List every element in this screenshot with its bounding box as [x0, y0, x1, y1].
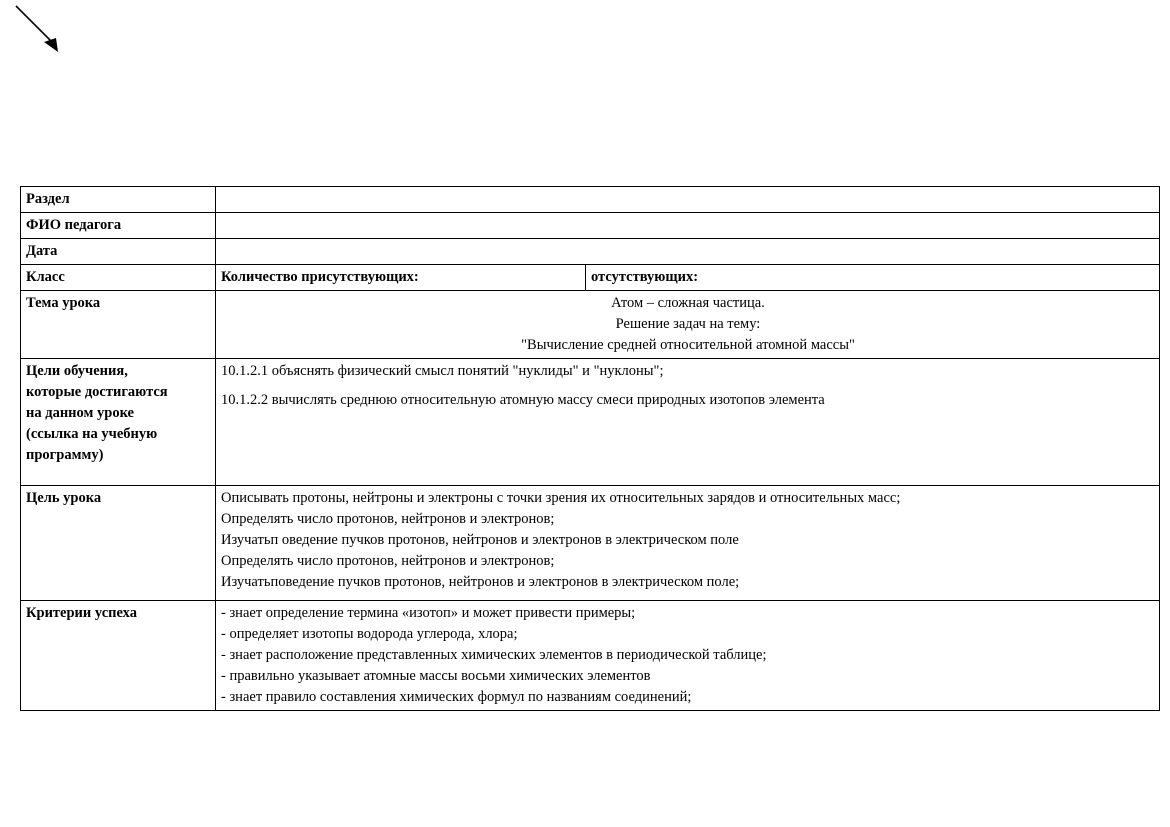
goal-line-4: Определять число протонов, нейтронов и электронов; [221, 553, 555, 570]
row-label-goal: Цель урока [21, 486, 216, 601]
table-row-criteria [21, 601, 1160, 711]
goal-line-5: Изучатьповедение пучков протонов, нейтронов и электронов в электрическом поле; [221, 574, 740, 591]
criteria-line-2: - определяет изотопы водорода углерода, хлора; [221, 626, 518, 643]
goal-line-3: Изучатьп оведение пучков протонов, нейтронов и электронов в электрическом поле [221, 532, 739, 549]
objectives-label-line-4: (ссылка на учебную [26, 426, 158, 443]
topic-line-2: Решение задач на тему: [615, 316, 761, 333]
present-count-label: Количество присутствующих: [216, 265, 586, 291]
row-label-date: Дата [21, 239, 216, 265]
objective-line-2: 10.1.2.2 вычислять среднюю относительную атомную массу смеси природных изотопов элемента [221, 392, 825, 409]
criteria-line-1: - знает определение термина «изотоп» и может привести примеры; [221, 605, 636, 622]
criteria-line-3: - знает расположение представленных химических элементов в периодической таблице; [221, 647, 767, 664]
row-label-teacher: ФИО педагога [21, 213, 216, 239]
diagonal-arrow [14, 4, 74, 64]
table-row-class [21, 265, 1160, 291]
lesson-plan-table [20, 186, 1160, 711]
table-row-goal [21, 486, 1160, 601]
objectives-label-line-2: которые достигаются [26, 384, 168, 401]
row-value-objectives [216, 359, 1160, 486]
row-label-topic: Тема урока [21, 291, 216, 359]
table-row-topic [21, 291, 1160, 359]
goal-line-1: Описывать протоны, нейтроны и электроны с точки зрения их относительных зарядов и относительных масс; [221, 490, 901, 507]
row-value-topic [216, 291, 1160, 359]
objective-line-1: 10.1.2.1 объяснять физический смысл понятий "нуклиды" и "нуклоны"; [221, 363, 664, 380]
row-label-class: Класс [21, 265, 216, 291]
row-label-criteria: Критерии успеха [21, 601, 216, 711]
row-label-objectives [21, 359, 216, 486]
table-row-teacher [21, 213, 1160, 239]
table-row-objectives [21, 359, 1160, 486]
table-row-date [21, 239, 1160, 265]
goal-line-2: Определять число протонов, нейтронов и электронов; [221, 511, 555, 528]
row-label-section: Раздел [21, 187, 216, 213]
objectives-label-line-5: программу) [26, 447, 104, 464]
row-value-teacher[interactable] [216, 213, 1160, 239]
topic-line-3: "Вычисление средней относительной атомной массы" [521, 337, 855, 354]
row-value-date[interactable] [216, 239, 1160, 265]
criteria-line-5: - знает правило составления химических формул по названиям соединений; [221, 689, 692, 706]
topic-line-1: Атом – сложная частица. [611, 295, 765, 312]
absent-count-label: отсутствующих: [586, 265, 1160, 291]
row-value-goal [216, 486, 1160, 601]
row-value-criteria [216, 601, 1160, 711]
criteria-line-4: - правильно указывает атомные массы восьми химических элементов [221, 668, 651, 685]
table-row-section [21, 187, 1160, 213]
objectives-label-line-1: Цели обучения, [26, 363, 128, 380]
objectives-label-line-3: на данном уроке [26, 405, 134, 422]
row-value-section[interactable] [216, 187, 1160, 213]
